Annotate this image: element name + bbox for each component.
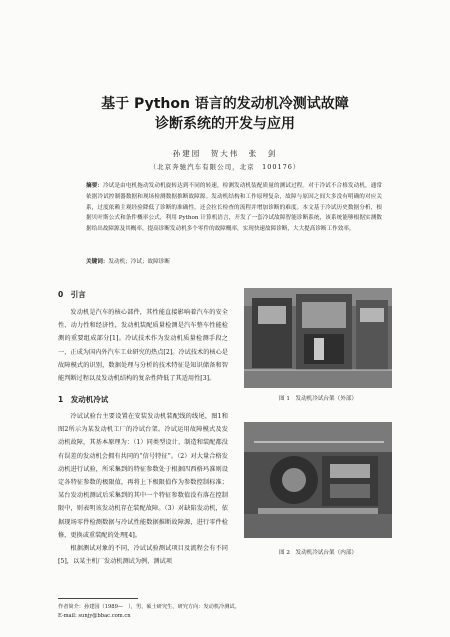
section-1-paragraph-1: 冷试试验台主要设置在安装发动机装配线的线尾，图1和图2所示为某发动机工厂的冷试台架。冷试运用故障模式及发动机故障，其基本原理为：（1）同类型设计、制造和装配都没有误差的发动机会拥有共同的“信号特征”。（2）对大量合格发动机进行试验，所采集到的特征参数处于根据四西格玛准则设定各特征参数的极限值，再将上下极限值作为参数控制标准；某台发动机测试后采集到的其中一个特征参数值没有落在控制限中，则表明该发动机存在装配故障。（3）对缺陷发动机，依据现场零件检测数据与冷试性能数据推断故障源，进行零件检修，更换或重装配的处理[4]。 — [58, 413, 228, 539]
figure-2-photo — [244, 422, 392, 538]
abstract — [86, 181, 382, 235]
author-list: 孙建园 贺大伟 张 剑 — [172, 149, 278, 158]
abstract-label: 摘要： — [86, 183, 104, 189]
section-0-heading: 0 引言 — [58, 290, 86, 299]
section-1-body — [58, 410, 228, 568]
footnote-email: E-mail: sunjy@bbac.com.cn — [58, 613, 131, 619]
figure-1-caption: 图 1 发动机冷试台架（外部） — [278, 396, 358, 402]
section-1-paragraph-2: 根据测试对象的不同，冷试试验测试项目及流程会有不同[5]，以某主机厂发动机测试为例，测试项 — [58, 545, 228, 566]
footnote-rule — [58, 598, 138, 599]
keywords-label: 关键词： — [86, 259, 109, 265]
affiliation: （北京奔驰汽车有限公司，北京 100176） — [149, 163, 301, 171]
abstract-text: 冷试是由电机拖动发动机旋转达到不同的转速，检测发动机装配质量的测试过程。对于冷试不合格发动机，通常依据冷试控制器数据和现场检测数据推断故障源。发动机结构和工作原理复杂，故障与原因之间大多没有明确的对应关系，过度依赖主观经验降低了诊断的准确性，还会拉长检查的流程并增加诊断的难度。本文基于冷试历史数据分析，根据贝叶斯公式和条件概率公式，利用 Python 计算机语言，开发了一套冷试故障智能诊断系统，该系统能够根据实测数据给出故障源及其概率，提高诊断发动机多个零件的故障概率，实现快速故障诊断，大大提高诊断工作效率。 — [86, 183, 382, 233]
figure-2 — [244, 422, 392, 538]
intro-paragraph — [58, 306, 228, 385]
section-1-heading: 1 发动机冷试 — [58, 395, 109, 404]
figure-1-photo — [244, 288, 392, 388]
figure-1 — [244, 288, 392, 388]
paper-title-line2: 诊断系统的开发与应用 — [155, 116, 295, 132]
keywords — [86, 257, 382, 265]
footnote-author-info: 作者简介：孙建园（1989— ），男，硕士研究生，研究方向：发动机冷测试。 — [58, 604, 240, 610]
keywords-text: 发动机；冷试；故障诊断 — [108, 259, 170, 265]
paper-title-line1: 基于 Python 语言的发动机冷测试故障 — [101, 96, 349, 112]
intro-text: 发动机是汽车的核心部件，其性能直接影响着汽车的安全性、动力性和经济性，发动机装配质量检测是汽车整车性能检测的重要组成部分[1]。冷试技术作为发动机质量检测手段之一，正成为国内外汽车工业研究的热点[2]。冷试技术的核心是故障模式的识别，数据处理与分析的技术特征是知识储备和智能判断过程以及发动机结构的复杂性降低了其适用性[3]。 — [58, 309, 228, 383]
figure-2-caption: 图 2 发动机冷试台架（内部） — [278, 550, 358, 556]
